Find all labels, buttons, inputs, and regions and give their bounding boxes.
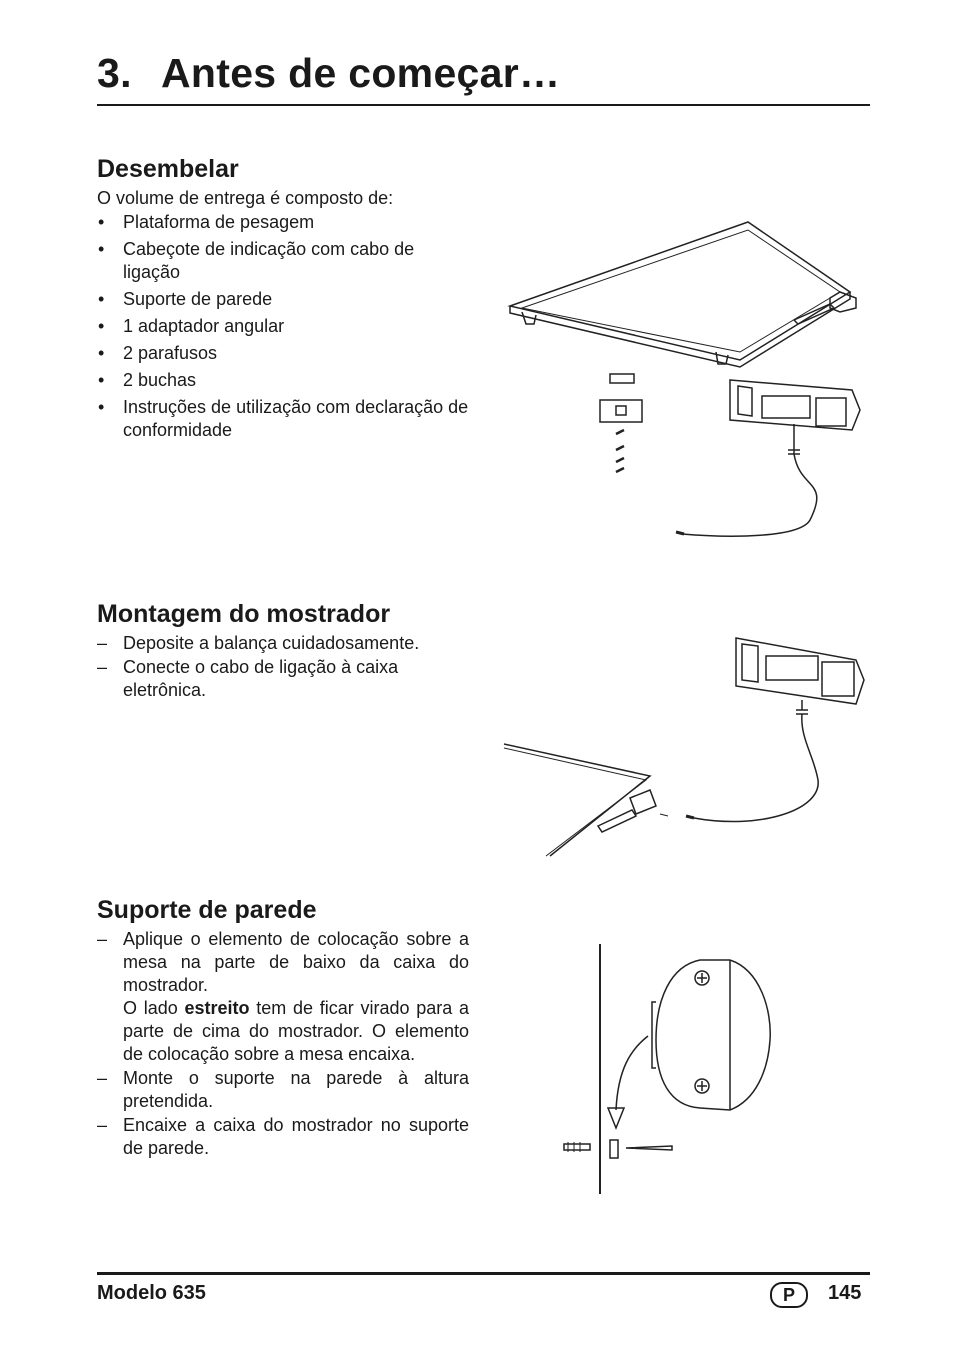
list-item: – Conecte o cabo de ligação à caixa eletrônica. bbox=[97, 656, 469, 702]
connector-block bbox=[630, 790, 656, 814]
platform-top bbox=[510, 222, 850, 360]
angle-adapter bbox=[610, 374, 634, 383]
list-item: • Suporte de parede bbox=[97, 288, 469, 311]
title-divider bbox=[97, 104, 870, 106]
list-item: – Monte o suporte na parede à altura pretendida. bbox=[97, 1067, 469, 1113]
section-display-mounting bbox=[97, 600, 469, 703]
wall-step-1-text: Aplique o elemento de colocação sobre a mesa na parte de baixo da caixa do mostrador. bbox=[123, 929, 469, 995]
section-heading-unpacking: Desembelar bbox=[97, 155, 239, 183]
wall-step-1-note-suffix: tem de ficar virado para a parte de cima do mostrador. O elemento de colocação sobre a mesa encaixa. bbox=[123, 998, 469, 1064]
chapter-title: Antes de começar… bbox=[161, 50, 561, 96]
display-side-profile bbox=[656, 960, 730, 1110]
wall-step-1-note-prefix: O lado bbox=[123, 998, 178, 1018]
delivery-contents-illustration bbox=[500, 220, 870, 550]
wall-step-1-note-bold: estreito bbox=[184, 998, 250, 1018]
display-mounting-steps bbox=[97, 632, 469, 702]
footer-model: Modelo 635 bbox=[97, 1282, 206, 1304]
unpacking-intro: O volume de entrega é composto de: bbox=[97, 188, 394, 208]
list-item: – Encaixe a caixa do mostrador no suporte de parede. bbox=[97, 1114, 469, 1160]
language-badge: P bbox=[770, 1282, 808, 1308]
list-item: • 2 parafusos bbox=[97, 342, 469, 365]
list-item bbox=[97, 928, 469, 1066]
section-heading-display-mounting: Montagem do mostrador bbox=[97, 600, 391, 628]
page-number: 145 bbox=[828, 1282, 862, 1304]
list-item: • 2 buchas bbox=[97, 369, 469, 392]
list-item: – Deposite a balança cuidadosamente. bbox=[97, 632, 469, 655]
wall-bracket-part bbox=[600, 400, 642, 422]
screws bbox=[616, 430, 624, 472]
display-head bbox=[736, 638, 864, 704]
list-item: • Plataforma de pesagem bbox=[97, 211, 469, 234]
delivery-contents-list bbox=[97, 211, 469, 442]
platform-corner bbox=[504, 744, 650, 856]
list-item: • Cabeçote de indicação com cabo de ligação bbox=[97, 238, 469, 284]
screw bbox=[626, 1146, 672, 1150]
page-title bbox=[97, 50, 560, 97]
section-heading-wall-bracket: Suporte de parede bbox=[97, 896, 317, 924]
wall-bracket-steps bbox=[97, 928, 469, 1160]
list-item: • Instruções de utilização com declaração de conformidade bbox=[97, 396, 469, 442]
cable bbox=[694, 714, 818, 822]
footer-divider bbox=[97, 1272, 870, 1275]
cable bbox=[682, 454, 817, 536]
chapter-number: 3. bbox=[97, 50, 132, 96]
bracket-piece bbox=[610, 1140, 618, 1158]
section-wall-bracket bbox=[97, 896, 469, 1161]
display-connection-illustration bbox=[500, 630, 870, 860]
direction-arrow bbox=[616, 1036, 648, 1110]
list-item: • 1 adaptador angular bbox=[97, 315, 469, 338]
wall-bracket-illustration bbox=[560, 940, 790, 1200]
section-unpacking bbox=[97, 155, 469, 446]
